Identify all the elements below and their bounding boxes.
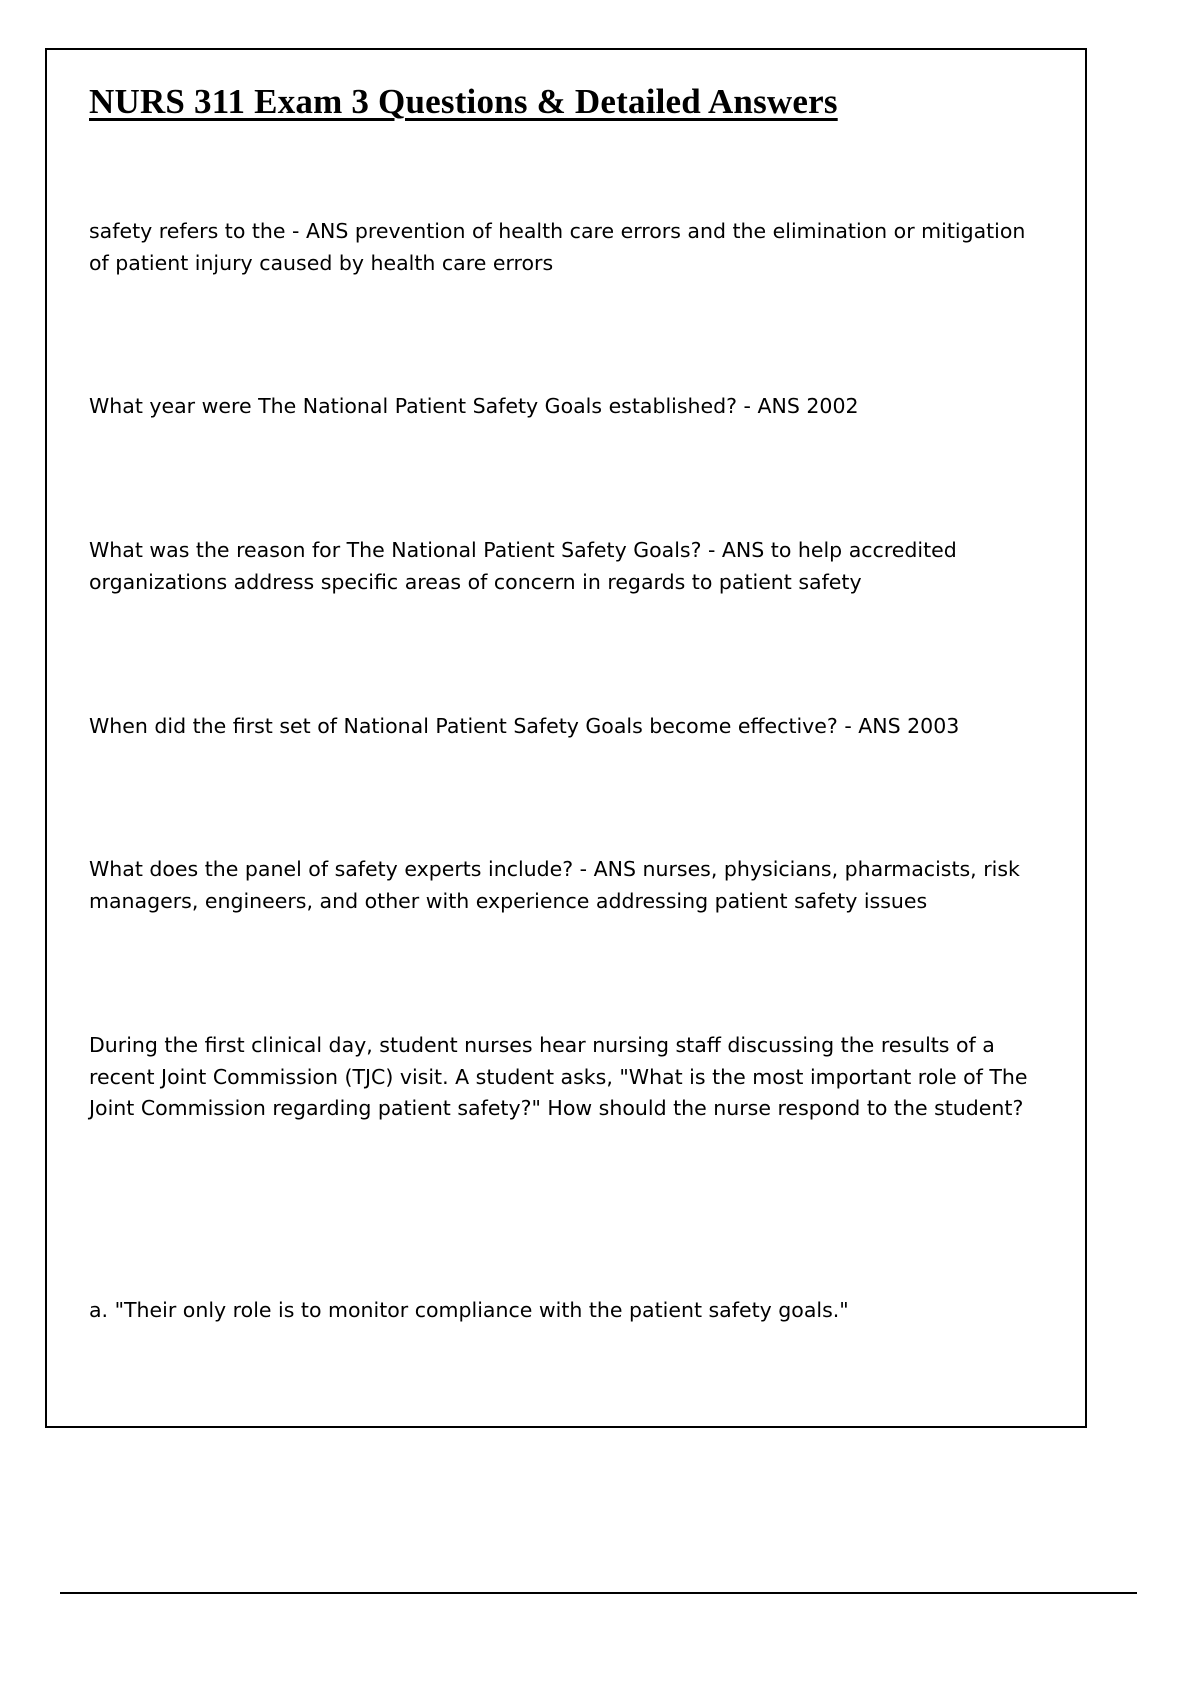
qa-block-4: When did the first set of National Patient Safety Goals become effective? - ANS 2003	[89, 713, 960, 738]
spacer	[89, 742, 1043, 854]
footer-divider	[60, 1592, 1137, 1594]
page-content	[47, 50, 1085, 1327]
spacer	[89, 134, 1043, 216]
qa-block-7: a. "Their only role is to monitor compliance with the patient safety goals."	[89, 1298, 849, 1323]
spacer	[89, 279, 1043, 391]
spacer	[89, 1237, 1043, 1295]
spacer	[89, 918, 1043, 1030]
qa-block-6: During the first clinical day, student nurses hear nursing staff discussing the results of a recent Joint Commission (TJC) visit. A student asks, "What is the most important role of The Joint Commission regarding patient safety?" How should the nurse respond to the student?	[89, 1032, 1028, 1121]
spacer	[89, 599, 1043, 711]
qa-block-2: What year were The National Patient Safety Goals established? - ANS 2002	[89, 394, 859, 419]
document-page	[45, 48, 1087, 1428]
qa-block-5: What does the panel of safety experts include? - ANS nurses, physicians, pharmacists, risk managers, engineers, and other with experience addressing patient safety issues	[89, 857, 1020, 914]
qa-block-1: safety refers to the - ANS prevention of health care errors and the elimination or mitigation of patient injury caused by health care errors	[89, 218, 1026, 275]
page-title: NURS 311 Exam 3 Questions & Detailed Answers	[89, 82, 838, 121]
spacer	[89, 423, 1043, 535]
qa-block-3: What was the reason for The National Patient Safety Goals? - ANS to help accredited organizations address specific areas of concern in regards to patient safety	[89, 538, 957, 594]
spacer	[89, 1125, 1043, 1237]
